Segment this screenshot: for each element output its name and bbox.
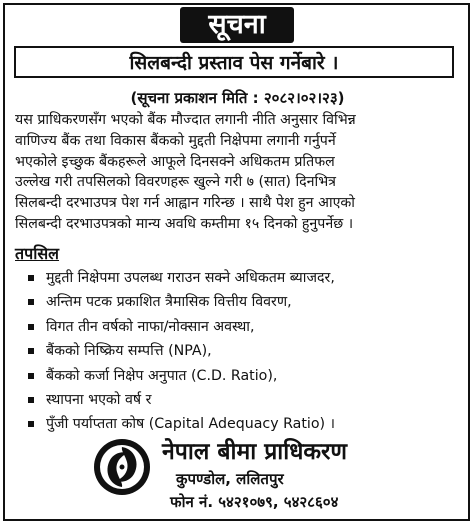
organization-address: कुपण्डोल, ललितपुर (176, 470, 284, 488)
requirements-list (28, 267, 448, 438)
bullet-icon (28, 373, 34, 379)
body-line: वाणिज्य बैंक तथा विकास बैंकको मुद्दती निक्षेपमा लगानी गर्नुपर्ने (15, 132, 336, 149)
list-item-text: बैंकको कर्जा निक्षेप अनुपात (C.D. Ratio), (46, 367, 278, 384)
bullet-icon (28, 348, 34, 354)
list-item-text: बैंकको निष्क्रिय सम्पत्ति (NPA), (46, 343, 212, 360)
bullet-icon (28, 421, 34, 427)
list-item-text: पुँजी पर्याप्तता कोष (Capital Adequacy Ratio) । (46, 416, 335, 433)
bullet-icon (28, 275, 34, 281)
list-item (28, 340, 448, 364)
list-item (28, 413, 448, 437)
notice-title: सूचना (208, 9, 266, 40)
bullet-icon (28, 299, 34, 305)
notice-title-banner (180, 7, 294, 43)
body-line: सिलबन्दी दरभाउपत्र पेश गर्न आह्वान गरिन्छ । साथै पेश हुन आएको (15, 195, 355, 212)
notice-body (15, 110, 460, 235)
body-line: सिलबन्दी दरभाउपत्रको मान्य अवधि कम्तीमा १५ दिनको हुनुपर्नेछ । (15, 215, 354, 232)
publication-date: (सूचना प्रकाशन मिति : २०८२।०२।२३) (130, 89, 345, 107)
body-line: यस प्राधिकरणसँग भएको बैंक मौज्दात लगानी नीति अनुसार विभिन्न (15, 112, 356, 128)
list-item (28, 267, 448, 291)
organization-name: नेपाल बीमा प्राधिकरण (162, 439, 348, 465)
body-line: उल्लेख गरी तपसिलको विवरणहरू खुल्ने गरी ७ (सात) दिनभित्र (15, 174, 337, 191)
list-item (28, 365, 448, 389)
list-item (28, 291, 448, 315)
list-item (28, 389, 448, 413)
list-item (28, 316, 448, 340)
list-item-text: अन्तिम पटक प्रकाशित त्रैमासिक वित्तीय विवरण, (46, 294, 292, 311)
bullet-icon (28, 324, 34, 330)
body-line: भएकोले इच्छुक बैंकहरूले आफूले दिनसक्ने अधिकतम प्रतिफल (15, 153, 335, 170)
insurance-authority-logo-icon (92, 437, 152, 497)
organization-phone: फोन नं. ५४२१०७९, ५४२८६०४ (170, 493, 339, 511)
bullet-icon (28, 397, 34, 403)
list-item-text: स्थापना भएको वर्ष र (46, 391, 152, 408)
subject-banner (14, 46, 454, 78)
notice-subject: सिलबन्दी प्रस्ताव पेस गर्नेबारे । (129, 52, 339, 74)
list-item-text: विगत तीन वर्षको नाफा/नोक्सान अवस्था, (46, 318, 255, 335)
section-heading: तपसिल (15, 244, 60, 263)
list-item-text: मुद्दती निक्षेपमा उपलब्ध गराउन सक्ने अधिकतम ब्याजदर, (46, 270, 335, 286)
